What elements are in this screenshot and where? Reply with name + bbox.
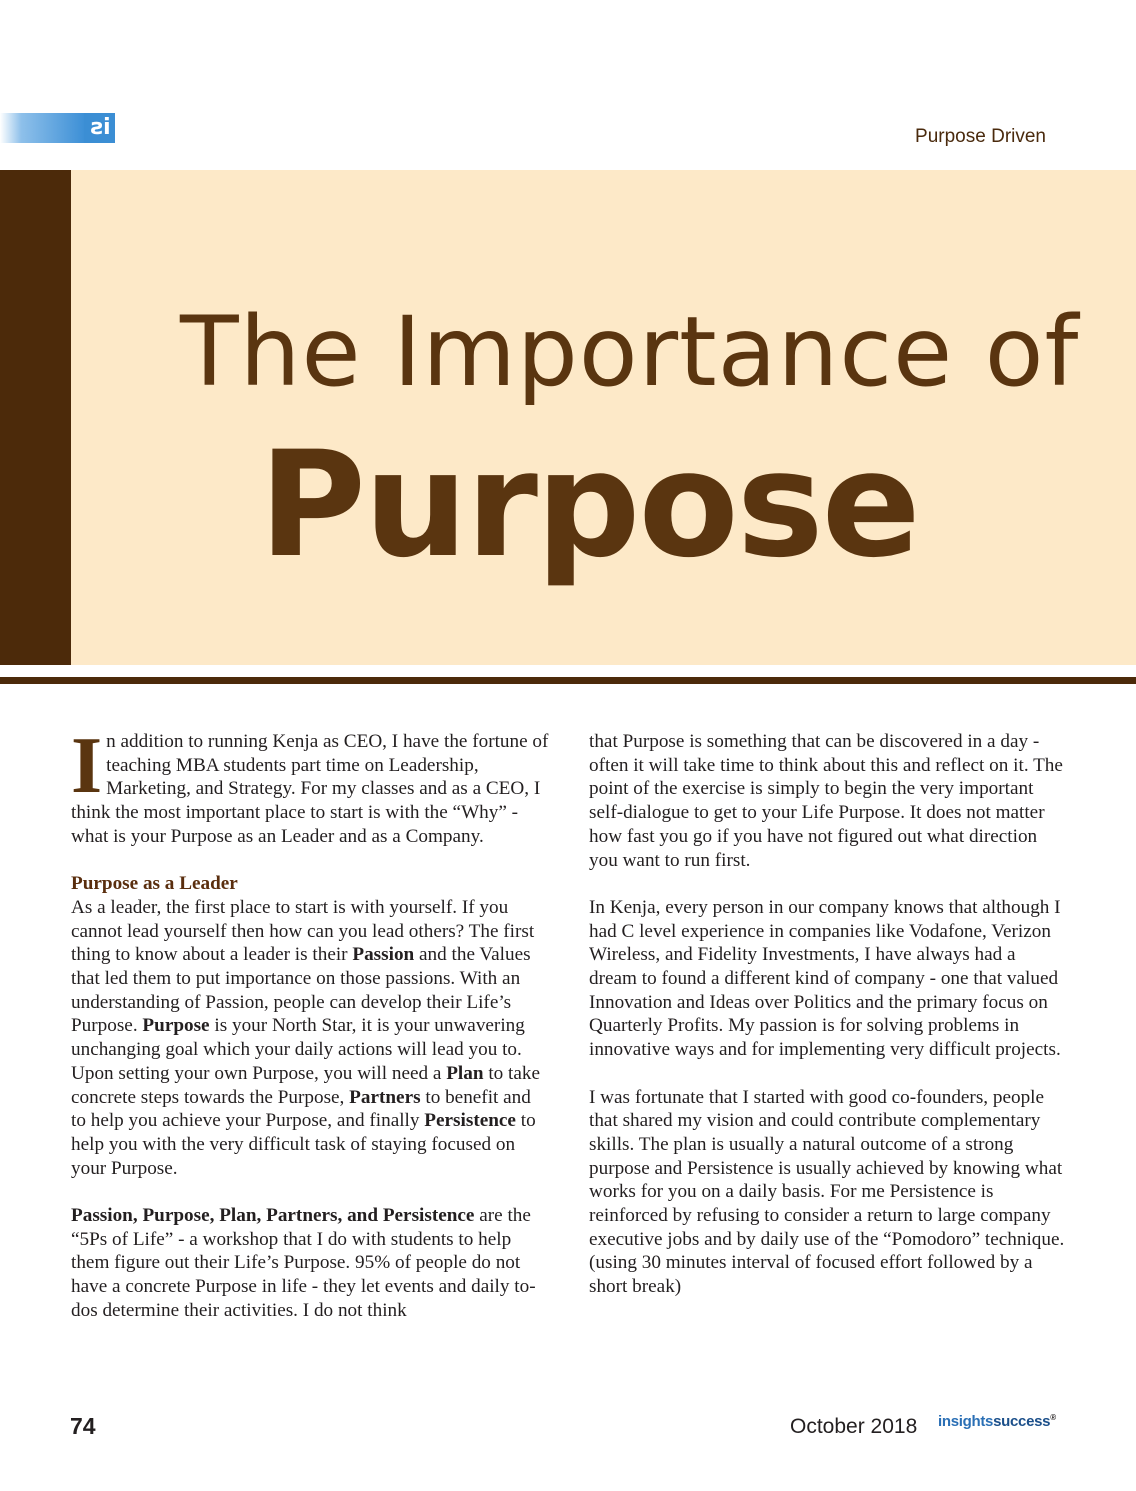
divider-rule [0, 677, 1136, 684]
text-run: to help you with the very difficult task of staying focused on your Purpose. [71, 1110, 536, 1179]
section-label: Purpose Driven [915, 126, 1046, 147]
headline-line-2: Purpose [259, 420, 919, 590]
bold-term: Passion [352, 944, 415, 966]
brand-logo [938, 1413, 1056, 1430]
brand-part: success [993, 1413, 1051, 1430]
paragraph-5ps [71, 1204, 549, 1323]
intro-text: n addition to running Kenja as CEO, I have the fortune of teaching MBA students part time on Leadership, Marketing, and Strategy. For my classes and as a CEO, I think the most important place to start is with the “Why” - what is your Purpose as an Leader and as a Company. [71, 731, 549, 847]
article-column-right [589, 730, 1067, 1323]
text-run: to take concrete steps towards the Purpose, [71, 1062, 540, 1108]
bold-term: Purpose [142, 1015, 210, 1037]
bold-term: Plan [446, 1062, 484, 1084]
headline-line-1: The Importance of [180, 296, 1080, 408]
bold-term: Partners [349, 1086, 421, 1108]
header-gradient-bar [0, 113, 85, 143]
brand-part: insights [938, 1413, 994, 1430]
hero-banner [0, 170, 1136, 665]
text-run: is your North Star, it is your unwavering unchanging goal which your daily actions will lead you to. Upon setting your own Purpose, you will need a [71, 1015, 525, 1084]
paragraph: that Purpose is something that can be discovered in a day - often it will take time to think about this and reflect on it. The point of the exercise is simply to begin the very important self-dialogue to get to your Life Purpose. It does not matter how fast you go if you have not figured out what direction you want to run first. [589, 731, 1063, 871]
paragraph-intro [71, 722, 549, 849]
hero-side-bar [0, 170, 71, 665]
page-number: 74 [70, 1413, 96, 1439]
magazine-logo [84, 113, 115, 143]
subheading: Purpose as a Leader [71, 873, 238, 895]
text-run: to benefit and to help you achieve your Purpose, and finally [71, 1086, 531, 1132]
logo-text: is [90, 115, 111, 140]
paragraph: I was fortunate that I started with good co-founders, people that shared my vision and could contribute complementary skills. The plan is usually a natural outcome of a strong purpose and Persistence is usually achieved by knowing what works for you on a daily basis. For me Persistence is reinforced by refusing to consider a return to large company executive jobs and by daily use of the “Pomodoro” technique. (using 30 minutes interval of focused effort followed by a short break) [589, 1086, 1065, 1298]
paragraph-leader [71, 872, 549, 1180]
bold-term: Persistence [424, 1110, 516, 1132]
drop-cap: I [71, 722, 103, 810]
text-run: As a leader, the first place to start is with yourself. If you cannot lead yourself then how can you lead others? The first thing to know about a leader is their [71, 896, 535, 966]
paragraph: In Kenja, every person in our company knows that although I had C level experience in companies like Vodafone, Verizon Wireless, and Fidelity Investments, I have always had a dream to found a different kind of company - one that valued Innovation and Ideas over Politics and the primary focus on Quarterly Profits. My passion is for solving problems in innovative ways and for implementing very difficult projects. [589, 896, 1061, 1061]
issue-date: October 2018 [790, 1415, 918, 1438]
bold-term: Passion, Purpose, Plan, Partners, and Persistence [71, 1205, 475, 1227]
text-run: and the Values that led them to put importance on those passions. With an understanding of Passion, people can develop their Life’s Purpose. [71, 944, 531, 1037]
text-run: are the “5Ps of Life” - a workshop that I do with students to help them figure out their Life’s Purpose. 95% of people do not have a concrete Purpose in life - they let events and daily to-dos determine their activities. I do not think [71, 1205, 536, 1321]
brand-mark: ® [1050, 1413, 1056, 1422]
article-column-left [71, 722, 549, 1346]
